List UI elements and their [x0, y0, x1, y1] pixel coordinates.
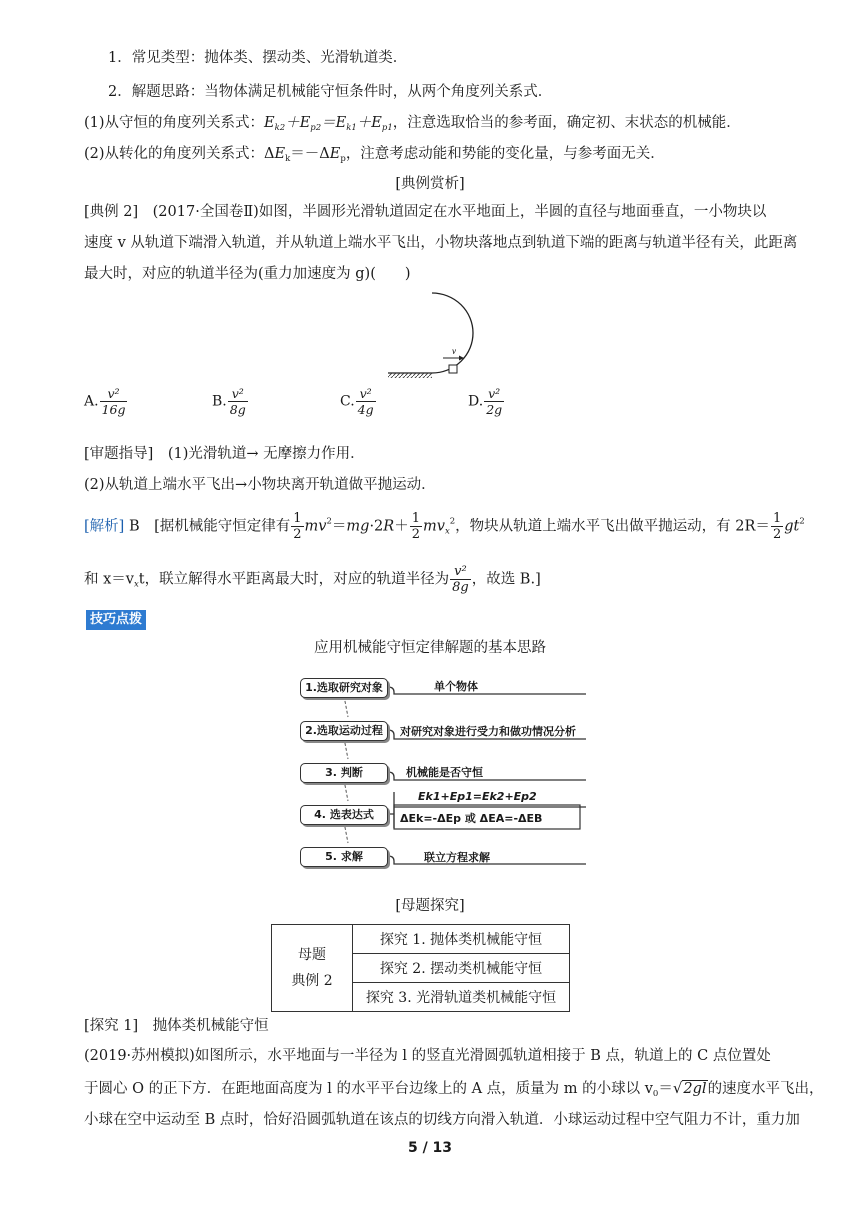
flowchart — [296, 672, 596, 872]
solution-line: [解析] B [据机械能守恒定律有 $\frac{1}{2}$ $mv^2=mg\cdot 2R+$ $\frac{1}{2}$ $mv_x^2$，物块从轨道上端水平飞出做平抛运动，有 2R＝ $\frac{1}{2}$ $gt^2$ — [84, 511, 805, 542]
block — [449, 365, 457, 373]
mother-problem-table — [271, 924, 570, 1012]
text: (1)从守恒的角度列关系式： — [84, 115, 265, 131]
choice-den: 8g — [229, 402, 246, 417]
table-row: 探究 2. 摆动类机械能守恒 — [353, 954, 570, 983]
choice-den: 2g — [486, 402, 503, 417]
formula-line — [84, 113, 741, 138]
choice-num: v² — [356, 386, 376, 402]
problem-line: 最大时，对应的轨道半径为(重力加速度为 g)( ) — [84, 266, 411, 282]
semicircle-track — [432, 293, 473, 373]
table-row: 探究 3. 光滑轨道类机械能守恒 — [353, 983, 570, 1012]
text: ，物块从轨道上端水平飞出做平抛运动，有 2R＝ — [455, 518, 770, 535]
choice-den: 4g — [357, 402, 374, 417]
text: t，联立解得水平距离最大时，对应的轨道半径为 — [138, 571, 450, 588]
problem-line: 于圆心 O 的正下方．在距地面高度为 l 的水平平台边缘上的 A 点，质量为 m 的小球以 $v_0=√2gl$的速度水平飞出， — [84, 1079, 824, 1099]
text: ，注意选取恰当的参考面，确定初、末状态的机械能． — [392, 115, 741, 131]
flow-step-3: 3. 判断 — [300, 763, 388, 783]
text: (2)从转化的角度列关系式： — [84, 146, 265, 162]
formula-line — [84, 144, 665, 169]
problem-line: [典例 2] (2017·全国卷Ⅱ)如图，半圆形光滑轨道固定在水平地面上，半圆的直径与地面垂直，一小物块以 — [84, 204, 767, 220]
choice-num: v² — [484, 386, 504, 402]
choice-b[interactable] — [212, 386, 249, 417]
explore-heading: [探究 1] 抛体类机械能守恒 — [84, 1018, 269, 1034]
choice-d[interactable] — [468, 386, 505, 417]
flow-note: 对研究对象进行受力和做功情况分析 — [400, 725, 576, 738]
solution-line: 和 $x=v_xt$，联立解得水平距离最大时，对应的轨道半径为 $\frac{\text{v²}}{8g}$ ，故选 B.] — [84, 564, 541, 595]
text-line: 1．常见类型：抛体类、摆动类、光滑轨道类． — [108, 50, 408, 66]
flow-note: Ek1+Ep1=Ek2+Ep2 — [418, 790, 537, 803]
choice-label: C. — [340, 393, 355, 410]
sqrt-expression: √2gl — [672, 1079, 707, 1097]
section-heading: [典例赏析] — [395, 176, 465, 192]
guide-line: [审题指导] (1)光滑轨道→ 无摩擦力作用． — [84, 446, 365, 462]
section-heading: [母题探究] — [395, 898, 465, 914]
choice-label: D. — [468, 393, 484, 410]
text: ，注意考虑动能和势能的变化量，与参考面无关． — [345, 146, 665, 162]
table-left-line: 母题 — [298, 947, 326, 963]
track-figure — [385, 288, 510, 384]
problem-line: 小球在空中运动至 B 点时，恰好沿圆弧轨道在该点的切线方向滑入轨道．小球运动过程中空气阻力不计，重力加 — [84, 1112, 800, 1128]
flow-note: 联立方程求解 — [424, 851, 490, 864]
text: ＝ — [658, 1081, 673, 1097]
text: B [据机械能守恒定律有 — [128, 518, 291, 535]
choice-label: A. — [84, 393, 99, 410]
tip-title: 应用机械能守恒定律解题的基本思路 — [314, 640, 546, 656]
ground-hatch — [388, 373, 432, 378]
guide-line: (2)从轨道上端水平飞出→小物块离开轨道做平抛运动． — [84, 477, 436, 493]
flow-note: 机械能是否守恒 — [406, 766, 483, 779]
table-left-cell — [272, 925, 353, 1012]
problem-line: (2019·苏州模拟)如图所示，水平地面与一半径为 l 的竖直光滑圆弧轨道相接于 B 点，轨道上的 C 点位置处 — [84, 1048, 771, 1064]
choice-den: 16g — [101, 402, 126, 417]
problem-line: 速度 v 从轨道下端滑入轨道，并从轨道上端水平飞出，小物块落地点到轨道下端的距离与轨道半径有关，此距离 — [84, 235, 798, 251]
choice-label: B. — [212, 393, 227, 410]
flow-note: ΔEk=-ΔEp 或 ΔEA=-ΔEB — [400, 812, 543, 825]
page-number: 5 / 13 — [407, 1140, 453, 1156]
choice-c[interactable] — [340, 386, 377, 417]
table-left-line: 典例 2 — [291, 973, 333, 989]
transformation-formula: $\Delta E_k=-\Delta E_p$ — [264, 146, 346, 164]
table-row: 探究 1. 抛体类机械能守恒 — [353, 925, 570, 954]
text: 于圆心 O 的正下方．在距地面高度为 l 的水平平台边缘上的 A 点，质量为 m 的小球以 v — [84, 1081, 653, 1097]
text-line: 2．解题思路：当物体满足机械能守恒条件时，从两个角度列关系式． — [108, 84, 553, 100]
flow-step-4: 4. 选表达式 — [300, 805, 388, 825]
choice-num: v² — [228, 386, 248, 402]
flow-note: 单个物体 — [434, 680, 478, 693]
flow-step-5: 5. 求解 — [300, 847, 388, 867]
solution-label: [解析] — [84, 518, 125, 535]
text: 和 x＝v — [84, 571, 134, 588]
choice-num: v² — [100, 386, 128, 402]
choice-a[interactable] — [84, 386, 128, 417]
tip-badge: 技巧点拨 — [86, 610, 146, 630]
text: 的速度水平飞出， — [707, 1081, 824, 1097]
text: ，故选 B.] — [471, 571, 541, 588]
velocity-label: v — [452, 346, 456, 356]
flow-step-1: 1.选取研究对象 — [300, 678, 388, 698]
conservation-formula: $E_{k2}+E_{p2}=E_{k1}+E_{p1}$ — [264, 115, 393, 133]
flow-step-2: 2.选取运动过程 — [300, 721, 388, 741]
